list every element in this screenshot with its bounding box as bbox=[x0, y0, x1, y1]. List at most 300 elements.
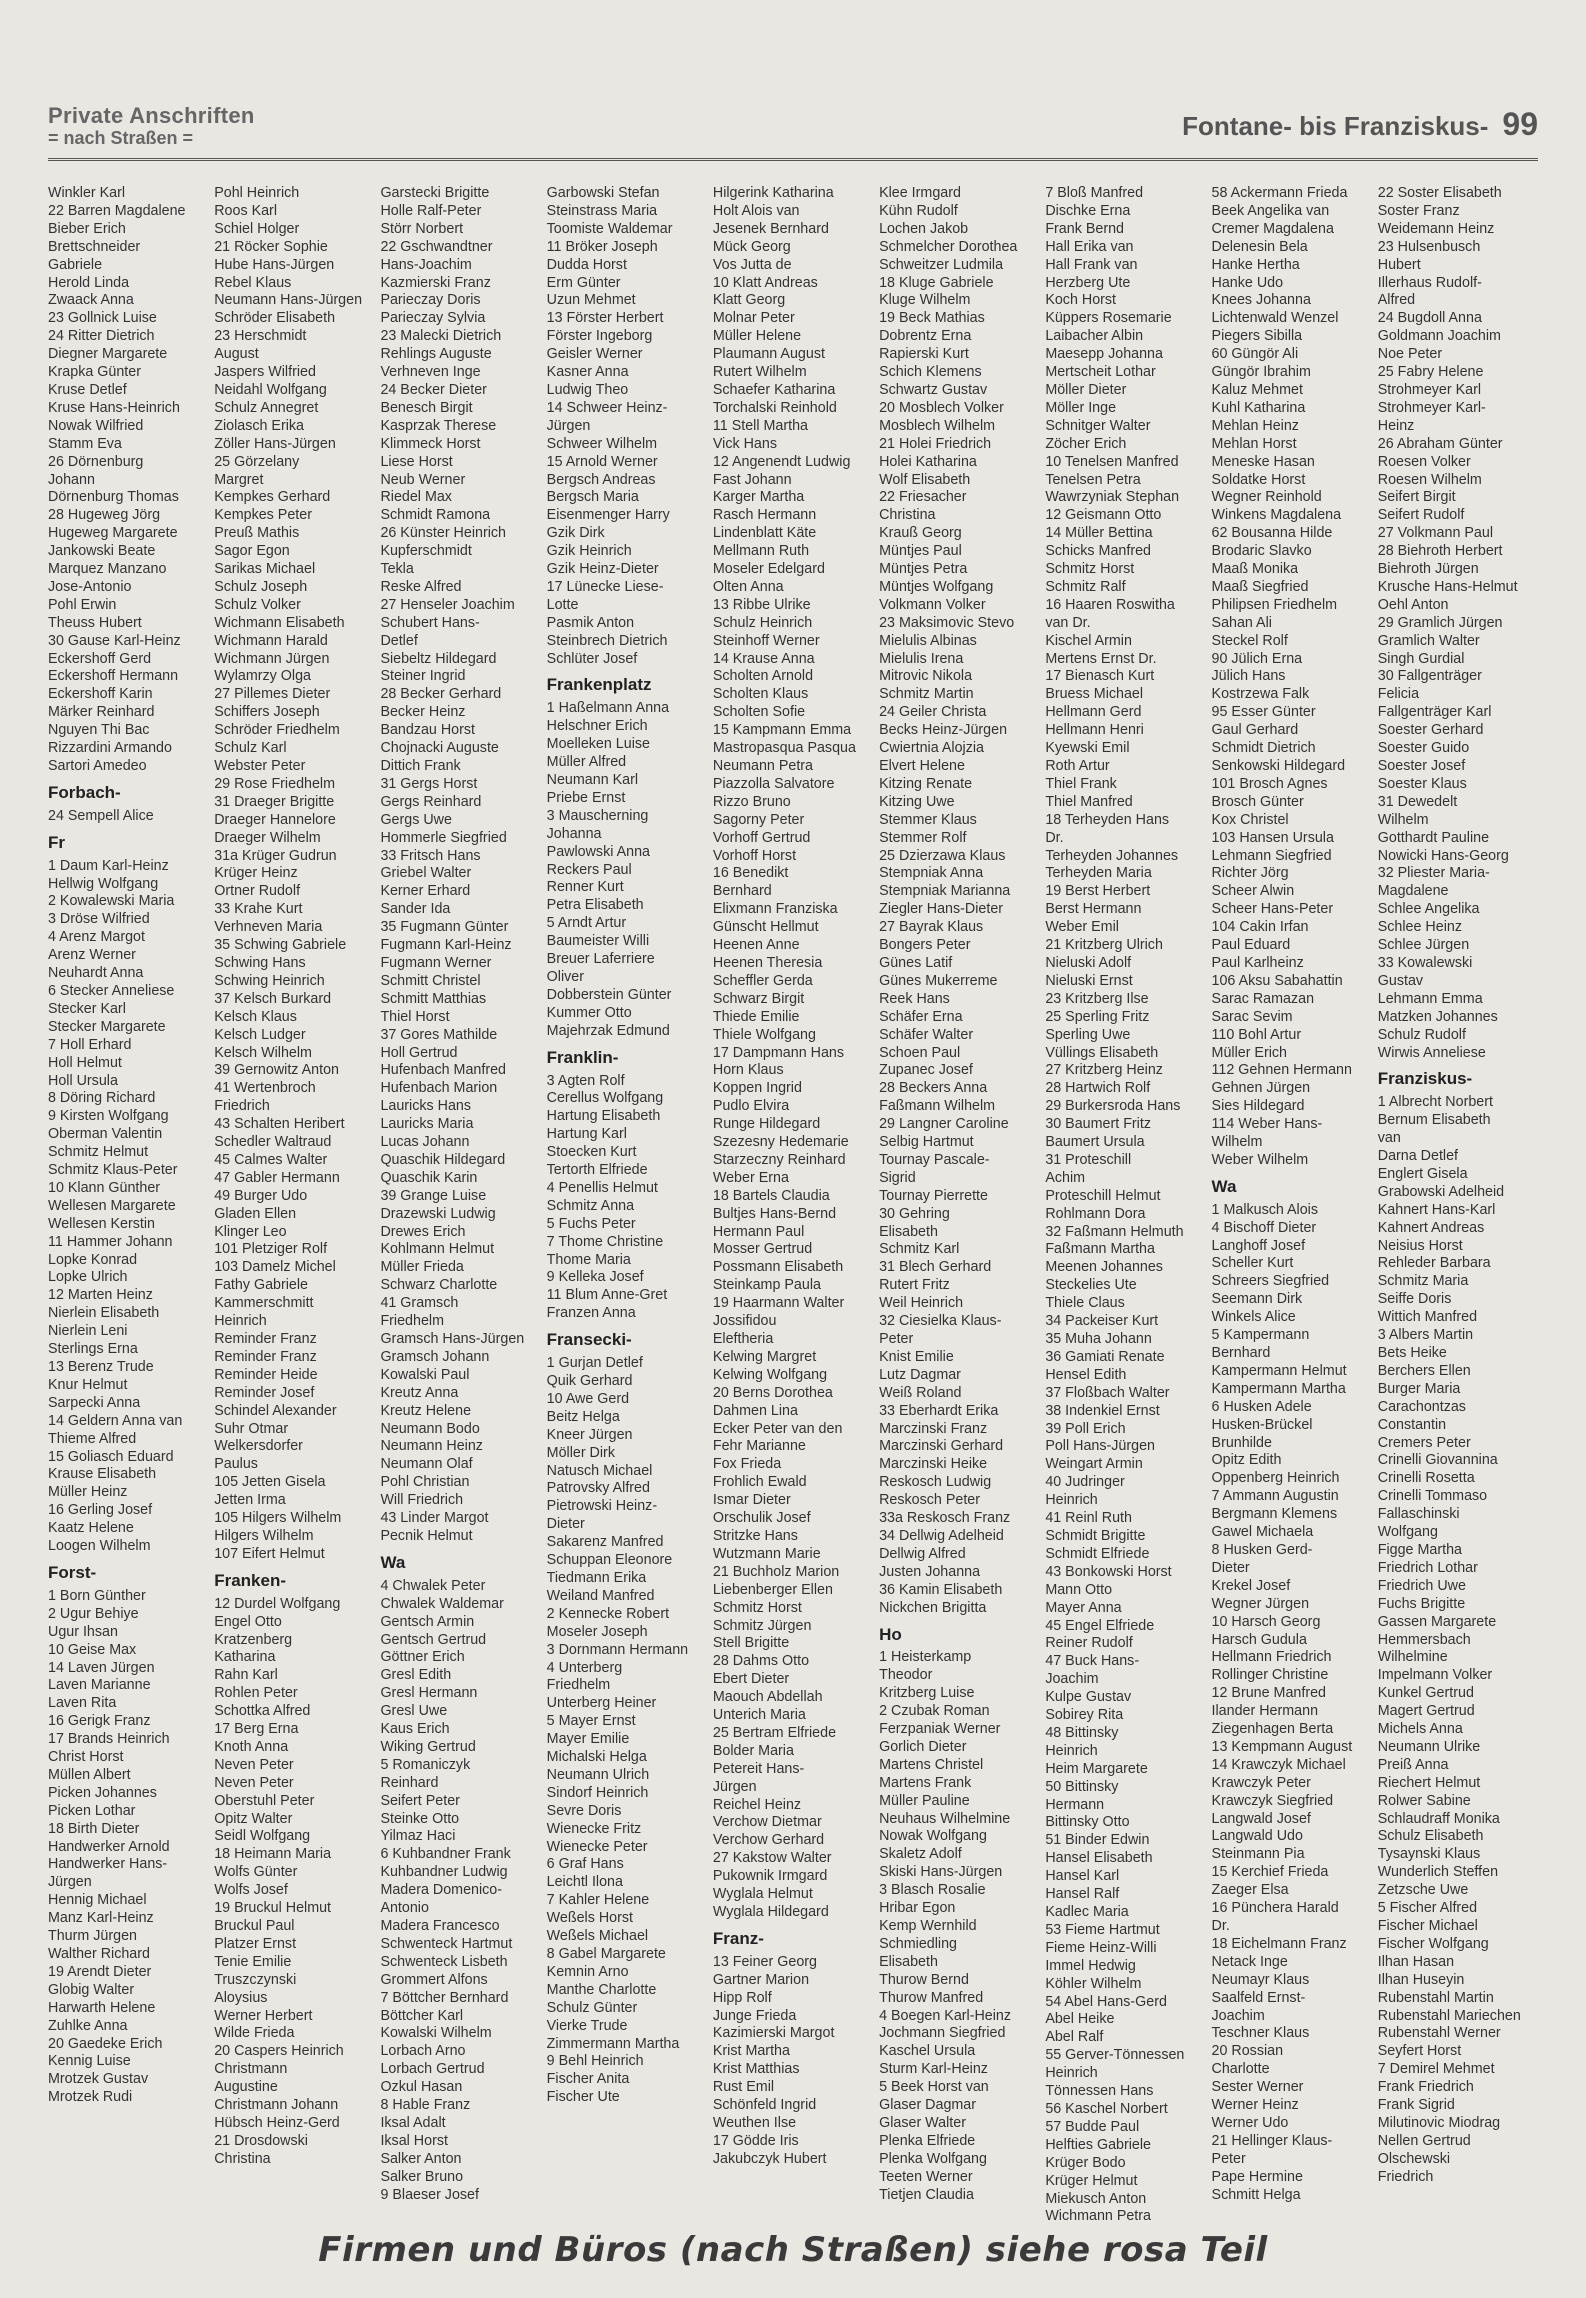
directory-entry: Jossifidou bbox=[712, 1313, 777, 1330]
directory-entry: Sahan Ali bbox=[1211, 614, 1272, 631]
directory-entry: Eckershoff Karin bbox=[48, 686, 153, 703]
directory-entry: 112 Gehnen Hermann bbox=[1211, 1062, 1352, 1079]
directory-entry: Bernhard bbox=[1211, 1345, 1271, 1361]
directory-entry: Klatt Georg bbox=[712, 292, 786, 309]
directory-entry: Gorlich Dieter bbox=[879, 1738, 967, 1755]
directory-entry: Draeger Hannelore bbox=[214, 811, 336, 828]
directory-entry: Sakarenz Manfred bbox=[546, 1534, 664, 1551]
directory-entry: Pudlo Elvira bbox=[712, 1098, 790, 1115]
directory-entry: Rohlmann Dora bbox=[1045, 1205, 1146, 1222]
directory-entry: Günscht Hellmut bbox=[712, 919, 819, 936]
directory-entry: Hensel Edith bbox=[1045, 1366, 1127, 1383]
directory-entry: 90 Jülich Erna bbox=[1211, 650, 1303, 667]
directory-entry: Krusche Hans-Helmut bbox=[1377, 578, 1518, 595]
directory-entry: Kohlmann Helmut bbox=[380, 1241, 495, 1258]
directory-entry: Sindorf Heinrich bbox=[546, 1784, 649, 1801]
directory-entry: Schmitt Helga bbox=[1211, 2186, 1301, 2203]
directory-entry: Ilander Hermann bbox=[1211, 1703, 1319, 1720]
directory-entry: Krüger Heinz bbox=[214, 865, 298, 882]
directory-entry: 1 Albrecht Norbert bbox=[1377, 1094, 1493, 1111]
directory-entry: Antonio bbox=[380, 1900, 429, 1917]
directory-entry: Pasmik Anton bbox=[546, 614, 635, 631]
directory-entry: Quik Gerhard bbox=[546, 1373, 633, 1389]
directory-entry: Crinelli Rosetta bbox=[1377, 1470, 1475, 1487]
directory-entry: Grommert Alfons bbox=[380, 1971, 488, 1988]
directory-entry: Petra Elisabeth bbox=[546, 897, 644, 914]
directory-entry: Schottka Alfred bbox=[214, 1703, 311, 1720]
directory-entry: Paul Eduard bbox=[1211, 937, 1291, 954]
directory-entry: 24 Becker Dieter bbox=[380, 381, 487, 398]
directory-entry: Arenz Werner bbox=[48, 947, 136, 964]
directory-entry: Sobirey Rita bbox=[1045, 1707, 1124, 1724]
directory-column bbox=[214, 185, 374, 2167]
directory-entry: Fischer Anita bbox=[546, 2071, 630, 2088]
directory-entry: 27 Kakstow Walter bbox=[712, 1850, 832, 1867]
directory-entry: Fieme Heinz-Willi bbox=[1045, 1939, 1157, 1956]
directory-entry: Frohlich Ewald bbox=[712, 1474, 807, 1491]
directory-entry: 2 Kowalewski Maria bbox=[48, 893, 175, 910]
directory-entry: Cremer Magdalena bbox=[1211, 220, 1334, 237]
directory-entry: 11 Blum Anne-Gret bbox=[546, 1287, 668, 1304]
directory-entry: Wienecke Peter bbox=[546, 1838, 648, 1855]
directory-entry: Wirwis Anneliese bbox=[1377, 1044, 1486, 1061]
directory-entry: Griebel Walter bbox=[380, 865, 472, 882]
directory-entry: Schwenteck Hartmut bbox=[380, 1935, 513, 1952]
directory-entry: Petereit Hans- bbox=[712, 1760, 805, 1777]
directory-entry: 13 Berenz Trude bbox=[48, 1359, 154, 1375]
directory-entry: Schmidt Ramona bbox=[380, 507, 491, 524]
directory-entry: Augustine bbox=[214, 2079, 278, 2096]
directory-entry: Bruckul Paul bbox=[214, 1918, 295, 1934]
directory-entry: Neumann Ulrich bbox=[546, 1766, 650, 1783]
directory-entry: Schmitz Klaus-Peter bbox=[48, 1162, 178, 1179]
directory-entry: Müller Heinz bbox=[48, 1484, 128, 1501]
directory-entry: Sagor Egon bbox=[214, 543, 290, 560]
directory-entry: 11 Hammer Johann bbox=[48, 1233, 173, 1250]
street-heading: Wa bbox=[380, 1552, 406, 1572]
directory-entry: Mück Georg bbox=[712, 238, 791, 255]
directory-entry: Schwarz Birgit bbox=[712, 990, 805, 1007]
directory-entry: 26 Abraham Günter bbox=[1377, 435, 1503, 452]
directory-entry: Hellmann Henri bbox=[1045, 722, 1144, 739]
directory-entry: Schmitz Martin bbox=[879, 686, 974, 703]
directory-entry: 16 Gerling Josef bbox=[48, 1502, 153, 1519]
directory-entry: Marczinski Heike bbox=[879, 1456, 988, 1473]
directory-entry: Abel Ralf bbox=[1045, 2029, 1104, 2046]
directory-entry: Gresl Edith bbox=[380, 1667, 452, 1684]
directory-entry: Nieluski Adolf bbox=[1045, 954, 1132, 971]
directory-entry: Kempkes Peter bbox=[214, 507, 312, 524]
street-heading: Ho bbox=[879, 1624, 902, 1644]
directory-entry: Figge Martha bbox=[1377, 1541, 1462, 1558]
directory-entry: Sarac Ramazan bbox=[1211, 990, 1315, 1007]
directory-entry: Truszczynski bbox=[214, 1971, 297, 1988]
directory-entry: Brunhilde bbox=[1211, 1434, 1272, 1451]
directory-entry: Gassen Margarete bbox=[1377, 1613, 1497, 1630]
directory-entry: 55 Gerver-Tönnessen bbox=[1045, 2047, 1185, 2064]
directory-entry: Jürgen bbox=[712, 1778, 757, 1795]
directory-entry: 5 Arndt Artur bbox=[546, 915, 627, 932]
directory-entry: Walther Richard bbox=[48, 1946, 150, 1962]
directory-entry: Hennig Michael bbox=[48, 1892, 147, 1909]
directory-entry: 28 Beckers Anna bbox=[879, 1080, 988, 1097]
directory-entry: Jesenek Bernhard bbox=[712, 220, 829, 237]
directory-entry: Vorhoff Horst bbox=[712, 847, 797, 864]
directory-entry: Gzik Heinrich bbox=[546, 543, 632, 560]
directory-entry: Johanna bbox=[546, 825, 602, 842]
directory-entry: 12 Geismann Otto bbox=[1045, 507, 1162, 524]
directory-entry: Krist Martha bbox=[712, 2043, 790, 2060]
street-heading: Fr bbox=[48, 832, 65, 852]
directory-entry: 7 Holl Erhard bbox=[48, 1036, 132, 1053]
directory-entry: Märker Reinhard bbox=[48, 704, 155, 721]
directory-entry: Kelsch Klaus bbox=[214, 1008, 297, 1025]
directory-entry: 14 Schweer Heinz- bbox=[546, 399, 668, 416]
directory-entry: Wilhelmine bbox=[1377, 1649, 1448, 1666]
directory-entry: 27 Henseler Joachim bbox=[380, 596, 515, 613]
directory-entry: Harsch Gudula bbox=[1211, 1631, 1307, 1648]
directory-entry: 4 Bischoff Dieter bbox=[1211, 1219, 1317, 1236]
directory-entry: 58 Ackermann Frieda bbox=[1211, 185, 1348, 201]
directory-entry: Steinstrass Maria bbox=[546, 202, 658, 219]
directory-entry: 4 Arenz Margot bbox=[48, 929, 145, 946]
directory-entry: Bruess Michael bbox=[1045, 686, 1144, 703]
directory-entry: Biehroth Jürgen bbox=[1377, 561, 1479, 578]
directory-entry: Ludwig Theo bbox=[546, 381, 629, 398]
directory-entry: Weuthen Ilse bbox=[712, 2114, 797, 2131]
directory-entry: Eisenmenger Harry bbox=[546, 507, 670, 524]
directory-entry: 9 Kelleka Josef bbox=[546, 1269, 644, 1286]
directory-entry: Thome Maria bbox=[546, 1251, 631, 1268]
directory-entry: Thurow Manfred bbox=[879, 1989, 984, 2006]
directory-entry: Rehlings Auguste bbox=[380, 346, 492, 363]
directory-entry: 11 Bröker Joseph bbox=[546, 238, 658, 255]
directory-entry: Berst Hermann bbox=[1045, 901, 1142, 918]
directory-entry: 21 Drosdowski bbox=[214, 2132, 308, 2149]
directory-entry: Kruse Hans-Heinrich bbox=[48, 399, 180, 416]
directory-entry: Schmitz Horst bbox=[712, 1599, 802, 1616]
directory-entry: Scheffler Gerda bbox=[712, 972, 813, 989]
directory-entry: Heenen Anne bbox=[712, 937, 800, 954]
directory-entry: Kelwing Wolfgang bbox=[712, 1366, 828, 1383]
directory-entry: Webster Peter bbox=[214, 758, 306, 774]
directory-entry: Kluge Wilhelm bbox=[879, 292, 971, 309]
directory-entry: Martens Frank bbox=[879, 1774, 972, 1791]
directory-entry: 24 Ritter Dietrich bbox=[48, 328, 155, 345]
directory-entry: Kampermann Martha bbox=[1211, 1380, 1346, 1397]
directory-entry: Stritzke Hans bbox=[712, 1527, 798, 1544]
directory-entry: Fischer Ute bbox=[546, 2089, 620, 2106]
directory-entry: Elvert Helene bbox=[879, 758, 965, 774]
directory-entry: Schulz Karl bbox=[214, 740, 287, 757]
directory-entry: 56 Kaschel Norbert bbox=[1045, 2100, 1168, 2117]
street-heading: Frankenplatz bbox=[546, 675, 652, 695]
directory-entry: Gotthardt Pauline bbox=[1377, 829, 1490, 846]
directory-entry: Heim Margarete bbox=[1045, 1760, 1148, 1777]
directory-entry: Lorbach Gertrud bbox=[380, 2061, 485, 2078]
directory-entry: Ozkul Hasan bbox=[380, 2079, 463, 2096]
directory-entry: Jochmann Siegfried bbox=[879, 2025, 1006, 2042]
directory-entry: Schlaudraff Monika bbox=[1377, 1810, 1500, 1827]
directory-entry: Thiele Wolfgang bbox=[712, 1026, 816, 1043]
directory-entry: Seifert Peter bbox=[380, 1792, 460, 1809]
directory-column bbox=[1211, 185, 1372, 2203]
directory-entry: Helschner Erich bbox=[546, 718, 648, 735]
directory-entry: Holl Ursula bbox=[48, 1072, 118, 1089]
directory-entry: 10 Tenelsen Manfred bbox=[1045, 453, 1179, 470]
directory-entry: Reske Alfred bbox=[380, 578, 462, 595]
directory-entry: Heinz bbox=[1377, 417, 1415, 434]
directory-entry: Roth Artur bbox=[1045, 758, 1110, 774]
directory-entry: Nowak Wolfgang bbox=[879, 1828, 987, 1845]
directory-entry: Wellesen Kerstin bbox=[48, 1215, 156, 1232]
directory-entry: Schmitz Maria bbox=[1377, 1273, 1469, 1290]
directory-entry: Rubenstahl Mariechen bbox=[1377, 2007, 1521, 2024]
directory-entry: Friedhelm bbox=[546, 1677, 611, 1694]
directory-entry: 8 Husken Gerd- bbox=[1211, 1541, 1313, 1558]
directory-entry: Lichtenwald Wenzel bbox=[1211, 310, 1339, 327]
directory-entry: 26 Dörnenburg bbox=[48, 453, 144, 470]
directory-entry: Neuhaus Wilhelmine bbox=[879, 1810, 1011, 1827]
directory-entry: Wienecke Fritz bbox=[546, 1820, 642, 1837]
directory-entry: 31 Gergs Horst bbox=[380, 775, 478, 792]
directory-entry: Weber Emil bbox=[1045, 919, 1119, 936]
directory-entry: Priebe Ernst bbox=[546, 789, 626, 806]
directory-entry: Plaumann August bbox=[712, 346, 825, 363]
directory-entry: 35 Schwing Gabriele bbox=[214, 937, 347, 954]
directory-entry: Steckel Rolf bbox=[1211, 632, 1288, 649]
directory-entry: 14 Krawczyk Michael bbox=[1211, 1756, 1346, 1773]
directory-entry: Paulus bbox=[214, 1456, 258, 1473]
directory-entry: Rollinger Christine bbox=[1211, 1667, 1329, 1684]
directory-entry: Roos Karl bbox=[214, 202, 277, 219]
directory-entry: Matzken Johannes bbox=[1377, 1008, 1498, 1025]
directory-entry: Schnitger Walter bbox=[1045, 417, 1151, 434]
directory-entry: 12 Brune Manfred bbox=[1211, 1685, 1326, 1702]
directory-entry: 3 Mauscherning bbox=[546, 807, 649, 824]
directory-entry: Marczinski Franz bbox=[879, 1420, 988, 1437]
directory-entry: 24 Bugdoll Anna bbox=[1377, 310, 1482, 327]
directory-entry: Neuhardt Anna bbox=[48, 965, 144, 982]
directory-entry: Crinelli Tommaso bbox=[1377, 1488, 1488, 1505]
directory-entry: Lauricks Maria bbox=[380, 1116, 474, 1133]
directory-entry: Wunderlich Steffen bbox=[1377, 1864, 1499, 1881]
directory-entry: Pohl Christian bbox=[380, 1474, 470, 1491]
directory-entry: Sies Hildegard bbox=[1211, 1098, 1305, 1115]
directory-entry: Majehrzak Edmund bbox=[546, 1022, 670, 1039]
directory-entry: Oppenberg Heinrich bbox=[1211, 1470, 1340, 1487]
directory-entry: Darna Detlef bbox=[1377, 1148, 1459, 1165]
directory-entry: Meneske Hasan bbox=[1211, 453, 1315, 470]
directory-entry: 15 Kampmann Emma bbox=[712, 722, 852, 739]
directory-entry: Kazimierski Margot bbox=[712, 2025, 835, 2042]
directory-entry: Krist Matthias bbox=[712, 2061, 800, 2078]
directory-entry: 41 Reinl Ruth bbox=[1045, 1510, 1132, 1527]
directory-entry: 34 Packeiser Kurt bbox=[1045, 1313, 1159, 1330]
directory-entry: 39 Grange Luise bbox=[380, 1187, 487, 1204]
directory-entry: Scheller Kurt bbox=[1211, 1255, 1294, 1272]
directory-entry: Christ Horst bbox=[48, 1749, 124, 1766]
directory-entry: Kuhl Katharina bbox=[1211, 399, 1306, 416]
directory-entry: Hommerle Siegfried bbox=[380, 829, 507, 846]
directory-entry: 16 Pünchera Harald bbox=[1211, 1900, 1339, 1917]
directory-entry: Mrotzek Rudi bbox=[48, 2089, 133, 2106]
directory-entry: 27 Pillemes Dieter bbox=[214, 686, 331, 703]
directory-entry: Kritzberg Luise bbox=[879, 1685, 975, 1702]
directory-entry: Glaser Walter bbox=[879, 2114, 966, 2131]
directory-entry: Impelmann Volker bbox=[1377, 1667, 1493, 1684]
directory-entry: Stempniak Marianna bbox=[879, 883, 1011, 900]
directory-entry: Lochen Jakob bbox=[879, 220, 969, 237]
directory-entry: 26 Künster Heinrich bbox=[380, 525, 506, 542]
directory-entry: Kruse Detlef bbox=[48, 381, 127, 398]
directory-entry: Friedrich bbox=[1377, 2168, 1434, 2185]
directory-entry: Hall Erika van bbox=[1045, 238, 1134, 255]
directory-entry: Dahmen Lina bbox=[712, 1402, 798, 1419]
street-heading: Franken- bbox=[214, 1570, 287, 1590]
directory-entry: Szezesny Hedemarie bbox=[712, 1134, 849, 1151]
directory-entry: Junge Frieda bbox=[712, 2007, 797, 2024]
directory-entry: 17 Bienasch Kurt bbox=[1045, 668, 1155, 685]
directory-entry: Knist Emilie bbox=[879, 1348, 954, 1365]
directory-entry: 33 Eberhardt Erika bbox=[879, 1402, 999, 1419]
directory-entry: Glaser Dagmar bbox=[879, 2097, 977, 2114]
directory-entry: Kelsch Wilhelm bbox=[214, 1044, 312, 1061]
directory-entry: Schreers Siegfried bbox=[1211, 1273, 1330, 1290]
directory-entry: Margret bbox=[214, 471, 264, 488]
directory-entry: Becker Heinz bbox=[380, 704, 466, 721]
directory-entry: Knoth Anna bbox=[214, 1738, 289, 1755]
directory-entry: Schweitzer Ludmila bbox=[879, 256, 1004, 273]
directory-entry: Seidl Wolfgang bbox=[214, 1828, 311, 1845]
directory-entry: Schedler Waltraud bbox=[214, 1134, 332, 1151]
street-heading: Wa bbox=[1211, 1176, 1237, 1196]
directory-entry: Fallaschinski bbox=[1377, 1506, 1460, 1523]
directory-entry: 3 Albers Martin bbox=[1377, 1327, 1474, 1344]
directory-entry: Salker Bruno bbox=[380, 2168, 464, 2185]
directory-entry: 25 Fabry Helene bbox=[1377, 364, 1484, 381]
directory-entry: Neidahl Wolfgang bbox=[214, 381, 327, 398]
directory-entry: Hall Frank van bbox=[1045, 256, 1138, 273]
directory-entry: Küppers Rosemarie bbox=[1045, 310, 1172, 327]
directory-column bbox=[380, 185, 540, 2203]
directory-entry: Lotte bbox=[546, 596, 579, 613]
directory-entry: 51 Binder Edwin bbox=[1045, 1832, 1150, 1849]
directory-entry: Horn Klaus bbox=[712, 1062, 784, 1079]
directory-entry: Wellesen Margarete bbox=[48, 1197, 176, 1214]
directory-entry: 43 Linder Margot bbox=[380, 1510, 489, 1527]
directory-entry: Rutert Wilhelm bbox=[712, 364, 807, 381]
street-heading: Forbach- bbox=[48, 782, 121, 802]
directory-entry: Loogen Wilhelm bbox=[48, 1538, 151, 1555]
street-heading: Franziskus- bbox=[1377, 1069, 1473, 1089]
directory-entry: Müller Alfred bbox=[546, 754, 627, 771]
directory-entry: 25 Dzierzawa Klaus bbox=[879, 847, 1006, 864]
directory-entry: Peter bbox=[879, 1331, 914, 1347]
directory-entry: Philipsen Friedhelm bbox=[1211, 596, 1338, 613]
directory-entry: Scheer Hans-Peter bbox=[1211, 901, 1334, 918]
directory-entry: Kerner Erhard bbox=[380, 883, 471, 900]
directory-entry: Katharina bbox=[214, 1649, 276, 1666]
directory-entry: 33 Krahe Kurt bbox=[214, 901, 303, 918]
directory-entry: Brosch Günter bbox=[1211, 793, 1304, 810]
directory-entry: Christina bbox=[879, 507, 936, 524]
directory-entry: Grabowski Adelheid bbox=[1377, 1183, 1505, 1200]
directory-entry: Cremers Peter bbox=[1377, 1434, 1471, 1451]
directory-entry: Joachim bbox=[1045, 1671, 1099, 1688]
directory-entry: Laven Marianne bbox=[48, 1677, 151, 1694]
directory-entry: Lehmann Siegfried bbox=[1211, 847, 1332, 864]
directory-entry: Bergsch Maria bbox=[546, 489, 639, 506]
directory-entry: 7 Thome Christine bbox=[546, 1233, 664, 1250]
directory-entry: Kischel Armin bbox=[1045, 632, 1132, 649]
directory-entry: Marczinski Gerhard bbox=[879, 1438, 1004, 1455]
directory-entry: Delenesin Bela bbox=[1211, 238, 1308, 255]
directory-column bbox=[879, 185, 1039, 2203]
directory-entry: Kadlec Maria bbox=[1045, 1904, 1129, 1920]
directory-entry: Heinrich bbox=[1045, 1742, 1098, 1759]
directory-entry: Paul Karlheinz bbox=[1211, 954, 1304, 971]
directory-entry: Kupferschmidt bbox=[380, 543, 472, 560]
directory-entry: Natusch Michael bbox=[546, 1462, 653, 1479]
footer-note: Firmen und Büros (nach Straßen) siehe rosa Teil bbox=[318, 2230, 1268, 2270]
directory-entry: 24 Sempell Alice bbox=[48, 807, 154, 824]
directory-entry: Nieluski Ernst bbox=[1045, 972, 1133, 989]
directory-entry: Cerellus Wolfgang bbox=[546, 1090, 664, 1107]
directory-entry: Steiner Ingrid bbox=[380, 668, 466, 685]
directory-entry: Böttcher Karl bbox=[380, 2007, 464, 2024]
directory-entry: Jaspers Wilfried bbox=[214, 364, 316, 381]
directory-entry: Manz Karl-Heinz bbox=[48, 1910, 154, 1927]
directory-entry: Bandzau Horst bbox=[380, 722, 476, 739]
directory-entry: Gramsch Johann bbox=[380, 1348, 490, 1365]
directory-entry: Abel Heike bbox=[1045, 2011, 1115, 2028]
directory-entry: Frank Bernd bbox=[1045, 220, 1124, 237]
directory-entry: Neven Peter bbox=[214, 1756, 294, 1773]
directory-entry: Werner Udo bbox=[1211, 2114, 1289, 2131]
directory-entry: 12 Angenendt Ludwig bbox=[712, 453, 851, 470]
directory-entry: 114 Weber Hans- bbox=[1211, 1116, 1323, 1133]
directory-entry: Lindenblatt Käte bbox=[712, 525, 817, 542]
directory-entry: Fallgenträger Karl bbox=[1377, 704, 1492, 721]
directory-entry: Mehlan Heinz bbox=[1211, 417, 1299, 434]
directory-entry: Wutzmann Marie bbox=[712, 1545, 821, 1562]
directory-entry: Parieczay Sylvia bbox=[380, 310, 486, 327]
directory-entry: Wylamrzy Olga bbox=[214, 668, 312, 685]
directory-entry: Wichmann Harald bbox=[214, 632, 328, 649]
directory-entry: Winkels Alice bbox=[1211, 1309, 1296, 1326]
directory-entry: Aloysius bbox=[214, 1989, 268, 2006]
directory-entry: Charlotte bbox=[1211, 2061, 1270, 2078]
directory-entry: Iksal Adalt bbox=[380, 2114, 446, 2131]
directory-entry: Orschulik Josef bbox=[712, 1510, 811, 1527]
directory-entry: 4 Chwalek Peter bbox=[380, 1577, 486, 1594]
directory-entry: Seiffe Doris bbox=[1377, 1291, 1452, 1308]
directory-entry: Will Friedrich bbox=[380, 1492, 464, 1509]
directory-entry: Yilmaz Haci bbox=[380, 1828, 456, 1845]
directory-entry: Zaeger Elsa bbox=[1211, 1882, 1289, 1899]
directory-entry: Suhr Otmar bbox=[214, 1420, 289, 1437]
directory-entry: Wyglala Helmut bbox=[712, 1886, 813, 1903]
directory-entry: Ortner Rudolf bbox=[214, 883, 301, 900]
directory-entry: Molnar Peter bbox=[712, 310, 795, 327]
directory-entry: Mehlan Horst bbox=[1211, 435, 1297, 452]
directory-entry: 36 Gamiati Renate bbox=[1045, 1348, 1165, 1365]
directory-entry: Kelsch Ludger bbox=[214, 1026, 306, 1043]
directory-entry: 8 Döring Richard bbox=[48, 1090, 156, 1107]
directory-entry: Teschner Klaus bbox=[1211, 2025, 1310, 2042]
directory-entry: Mitrovic Nikola bbox=[879, 668, 973, 685]
